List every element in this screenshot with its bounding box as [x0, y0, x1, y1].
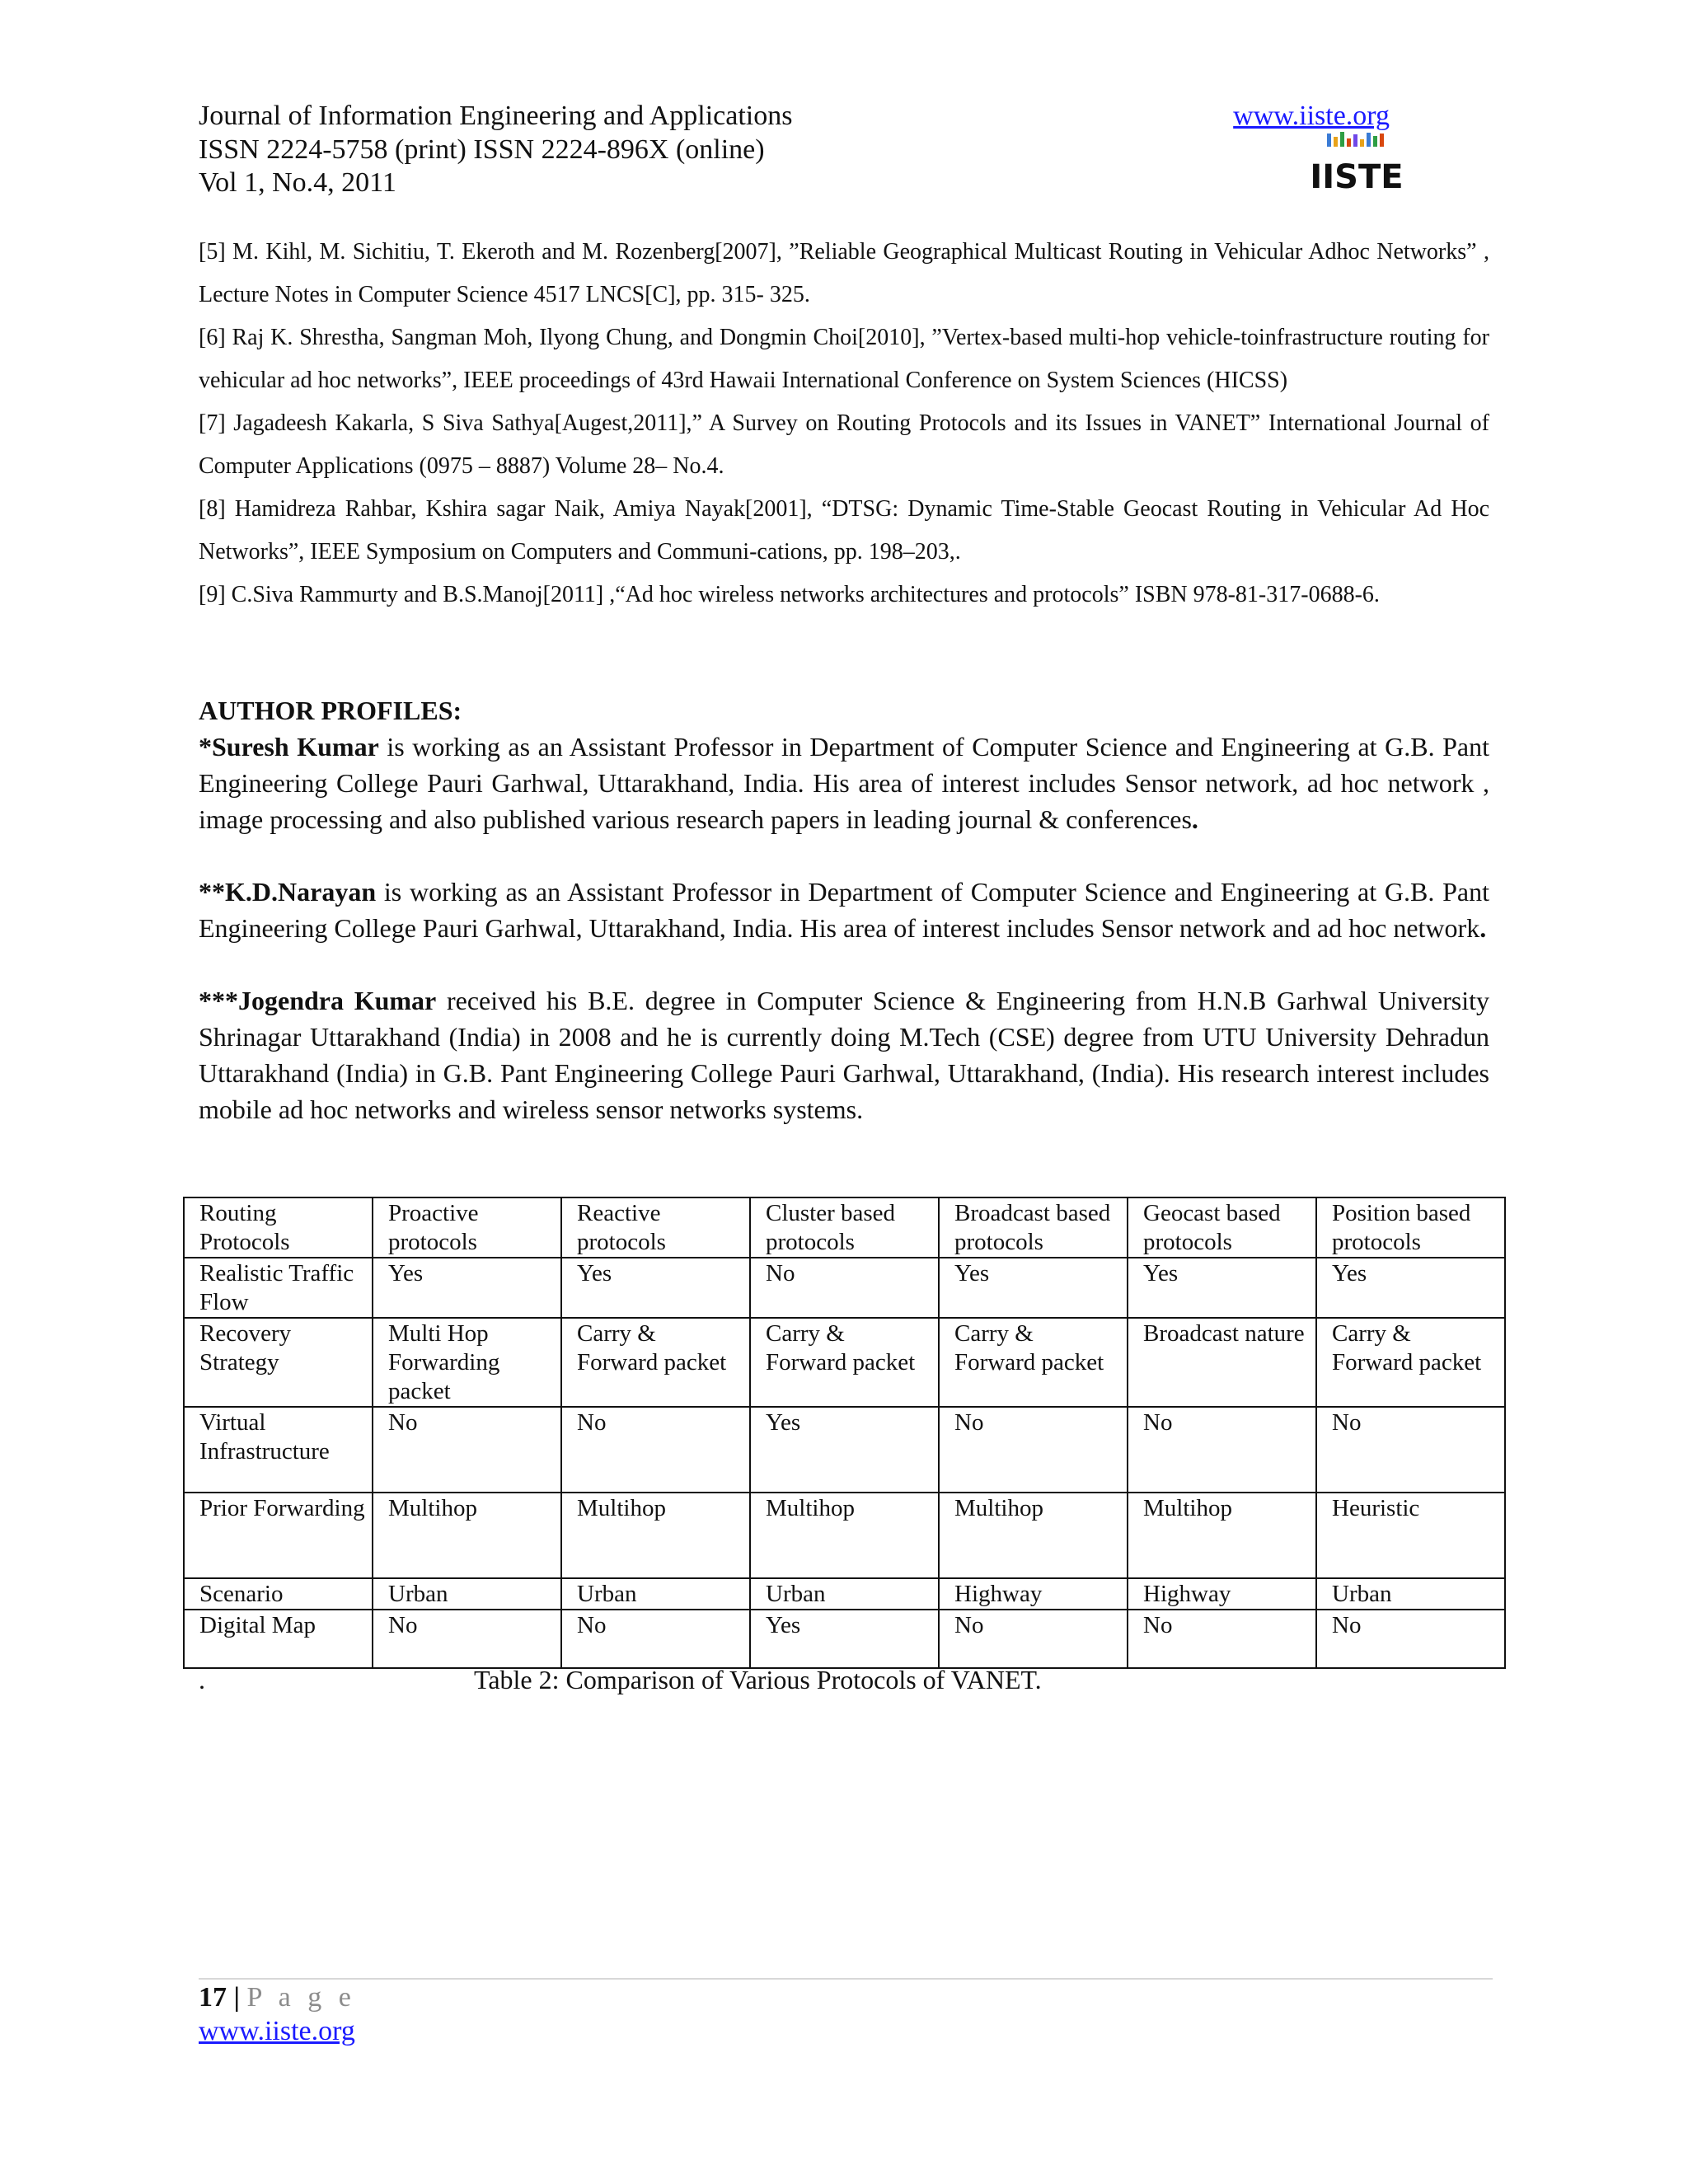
table-row [184, 1610, 1505, 1668]
table-header-row [184, 1197, 1505, 1258]
author-name: ***Jogendra Kumar [199, 986, 437, 1015]
table-row [184, 1578, 1505, 1610]
journal-issn: ISSN 2224-5758 (print) ISSN 2224-896X (online) [199, 134, 765, 165]
references-list [199, 231, 1489, 616]
table-cell: No [1128, 1407, 1316, 1493]
reference-item: [9] C.Siva Rammurty and B.S.Manoj[2011] ,“Ad hoc wireless networks architectures and protocols” ISBN 978-81-317-0688-6. [199, 582, 1380, 607]
footer-divider [199, 1978, 1493, 1980]
reference-item: [6] Raj K. Shrestha, Sangman Moh, Ilyong Chung, and Dongmin Choi[2010], ”Vertex-based multi-hop vehicle-toinfrastructure routing for vehicular ad hoc networks”, IEEE proceedings of 43rd Hawaii International Conference on System Sciences (HICSS) [199, 325, 1489, 393]
table-cell: No [1316, 1610, 1505, 1668]
header-website-link[interactable]: www.iiste.org [1233, 101, 1390, 131]
table-cell: No [373, 1610, 561, 1668]
table-cell: Urban [1316, 1578, 1505, 1610]
table-cell: Carry & Forward packet [750, 1318, 939, 1407]
footer-website-link[interactable]: www.iiste.org [199, 2016, 355, 2046]
table-cell: No [939, 1407, 1128, 1493]
author-name: **K.D.Narayan [199, 877, 377, 907]
table-cell: Multihop [939, 1493, 1128, 1578]
table-cell: Carry & Forward packet [939, 1318, 1128, 1407]
table-cell: Broadcast nature [1128, 1318, 1316, 1407]
reference-item: [5] M. Kihl, M. Sichitiu, T. Ekeroth and M. Rozenberg[2007], ”Reliable Geographical Multicast Routing in Vehicular Adhoc Networks” , Lecture Notes in Computer Science 4517 LNCS[C], pp. 315- 325. [199, 239, 1489, 307]
table-row-label: Recovery Strategy [184, 1318, 373, 1407]
table-cell: No [750, 1258, 939, 1318]
table-cell: No [1128, 1610, 1316, 1668]
table-row-label: Virtual Infrastructure [184, 1407, 373, 1493]
table-row-label: Prior Forwarding [184, 1493, 373, 1578]
table-cell: Reactive protocols [561, 1197, 750, 1258]
table-row [184, 1493, 1505, 1578]
table-cell: No [939, 1610, 1128, 1668]
table-cell: Carry & Forward packet [1316, 1318, 1505, 1407]
page-number [199, 1981, 356, 2014]
caption-mark: . [199, 1665, 205, 1694]
author-name: *Suresh Kumar [199, 732, 379, 762]
table-row-label: Routing Protocols [184, 1197, 373, 1258]
author-profile: *Suresh Kumar is working as an Assistant Professor in Department of Computer Science and Engineering at G.B. Pant Engineering College Pauri Garhwal, Uttarakhand, India. His area of interest includes Sensor network, ad hoc network , image processing and also published various research papers in leading journal & conferences. [199, 732, 1490, 834]
table-cell: Highway [1128, 1578, 1316, 1610]
table-cell: Yes [561, 1258, 750, 1318]
author-bio: is working as an Assistant Professor in Department of Computer Science and Engineering at G.B. Pant Engineering College Pauri Garhwal, Uttarakhand, India. His area of interest includes Sensor network, ad hoc network , image processing and also published various research papers in leading journal & conferences [199, 732, 1490, 834]
table-cell: Multihop [373, 1493, 561, 1578]
author-profile [199, 982, 1489, 1127]
table-cell: No [561, 1407, 750, 1493]
author-bio: is working as an Assistant Professor in Department of Computer Science and Engineering at G.B. Pant Engineering College Pauri Garhwal, Uttarakhand, India. His area of interest includes Sensor network and ad hoc network [199, 877, 1489, 943]
author-profiles [199, 692, 1489, 1127]
svg-text:IISTE: IISTE [1310, 158, 1404, 196]
table-cell: Yes [1316, 1258, 1505, 1318]
journal-volume: Vol 1, No.4, 2011 [199, 167, 396, 198]
table-cell: Urban [750, 1578, 939, 1610]
table-cell: Urban [373, 1578, 561, 1610]
table-cell: Geocast based protocols [1128, 1197, 1316, 1258]
table-cell: Highway [939, 1578, 1128, 1610]
table-cell: No [373, 1407, 561, 1493]
reference-item: [8] Hamidreza Rahbar, Kshira sagar Naik, Amiya Nayak[2001], “DTSG: Dynamic Time-Stable Geocast Routing in Vehicular Ad Hoc Networks”, IEEE Symposium on Computers and Communi-cations, pp. 198–203,. [199, 496, 1489, 565]
table-cell: Multihop [1128, 1493, 1316, 1578]
table-cell: Yes [373, 1258, 561, 1318]
page-separator: | [233, 1982, 240, 2013]
page-label: P a g e [246, 1982, 356, 2013]
page-number-value: 17 [199, 1982, 227, 2013]
journal-title: Journal of Information Engineering and Applications [199, 101, 793, 131]
author-profile: **K.D.Narayan is working as an Assistant Professor in Department of Computer Science and Engineering at G.B. Pant Engineering College Pauri Garhwal, Uttarakhand, India. His area of interest includes Sensor network and ad hoc network. [199, 877, 1489, 943]
table-cell: Yes [750, 1610, 939, 1668]
table-cell: No [561, 1610, 750, 1668]
table-row-label: Realistic Traffic Flow [184, 1258, 373, 1318]
reference-item: [7] Jagadeesh Kakarla, S Siva Sathya[Augest,2011],” A Survey on Routing Protocols and its Issues in VANET” International Journal of Computer Applications (0975 – 8887) Volume 28– No.4. [199, 410, 1489, 479]
table-cell: Multihop [561, 1493, 750, 1578]
table-cell: Position based protocols [1316, 1197, 1505, 1258]
table-row [184, 1258, 1505, 1318]
profiles-heading: AUTHOR PROFILES: [199, 696, 462, 725]
caption-text: Table 2: Comparison of Various Protocols of VANET. [474, 1665, 1042, 1694]
table-cell: Multi Hop Forwarding packet [373, 1318, 561, 1407]
author-bio: received his B.E. degree in Computer Science & Engineering from H.N.B Garhwal University Shrinagar Uttarakhand (India) in 2008 and he is currently doing M.Tech (CSE) degree from UTU University Dehradun Uttarakhand (India) in G.B. Pant Engineering College Pauri Garhwal, Uttarakhand, (India). His research interest includes mobile ad hoc networks and wireless sensor networks systems. [199, 986, 1490, 1124]
iiste-logo [1310, 132, 1404, 199]
table-cell: Urban [561, 1578, 750, 1610]
table-row-label: Digital Map [184, 1610, 373, 1668]
table-row [184, 1318, 1505, 1407]
table-cell: Yes [750, 1407, 939, 1493]
table-row [184, 1407, 1505, 1493]
protocol-comparison-table [183, 1197, 1506, 1669]
table-cell: Proactive protocols [373, 1197, 561, 1258]
table-cell: Multihop [750, 1493, 939, 1578]
table-cell: Broadcast based protocols [939, 1197, 1128, 1258]
table-cell: Yes [1128, 1258, 1316, 1318]
table-cell: Carry & Forward packet [561, 1318, 750, 1407]
table-cell: No [1316, 1407, 1505, 1493]
table-cell: Cluster based protocols [750, 1197, 939, 1258]
table-cell: Heuristic [1316, 1493, 1505, 1578]
table-cell: Yes [939, 1258, 1128, 1318]
table-row-label: Scenario [184, 1578, 373, 1610]
